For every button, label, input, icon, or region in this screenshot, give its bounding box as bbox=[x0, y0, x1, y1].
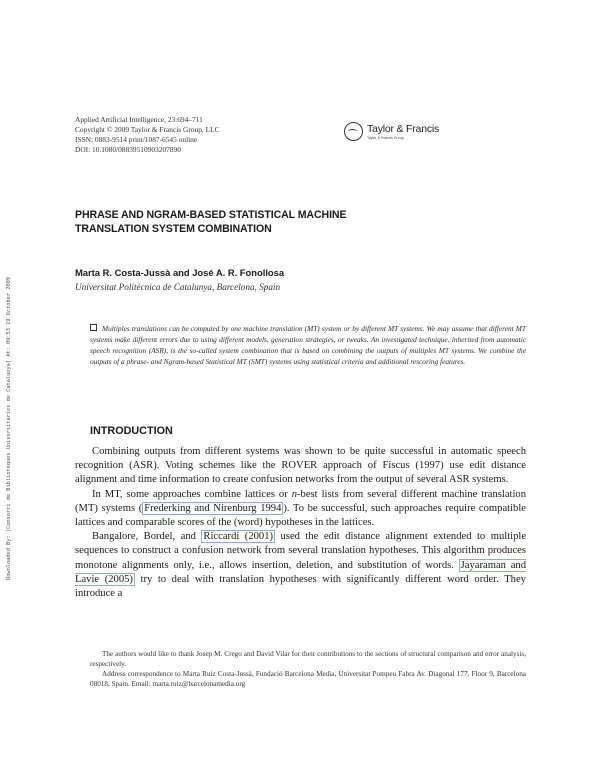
footnote-correspondence: Address correspondence to Marta Ruiz Costa-Jussà, Fundació Barcelona Media, Universitat Pompeu Fabra Av. Diagonal 177, Floor 9, Barcelona 08018, Spain. Email: marta.ruiz@barcelonamedia.org bbox=[90, 670, 526, 688]
download-stamp-text: Downloaded By: [Consorci de Biblioteques Universitaries de Catalunya] At: 09:53 19 October 2009 bbox=[6, 277, 12, 580]
paragraph-text: Bangalore, Bordel, and bbox=[92, 531, 202, 543]
title-line: PHRASE AND NGRAM-BASED STATISTICAL MACHINE bbox=[75, 209, 347, 221]
download-stamp bbox=[0, 200, 15, 580]
copyright-line: Copyright © 2009 Taylor & Francis Group, LLC bbox=[75, 125, 220, 134]
affiliation: Universitat Politècnica de Catalunya, Barcelona, Spain bbox=[75, 282, 281, 292]
abstract bbox=[90, 323, 526, 367]
publisher-sub: Taylor & Francis Group bbox=[367, 136, 404, 140]
square-bullet-icon bbox=[90, 324, 97, 331]
italic-n: n bbox=[291, 488, 298, 500]
authors: Marta R. Costa-Jussà and José A. R. Fonollosa bbox=[75, 267, 285, 278]
paragraph bbox=[75, 488, 526, 531]
section-heading: INTRODUCTION bbox=[90, 425, 173, 437]
paragraph bbox=[75, 445, 526, 488]
paragraph-text: ). To be successful, such approaches require compatible lattices and comparable scores of the (word) hypotheses in the lattices. bbox=[75, 502, 526, 529]
citation-link[interactable]: Jayaraman and Lavie (2005) bbox=[75, 559, 526, 585]
paragraph bbox=[75, 530, 526, 601]
citation-link[interactable]: Frederking and Nirenburg 1994 bbox=[144, 502, 282, 514]
footnotes bbox=[90, 649, 526, 689]
journal-meta bbox=[75, 115, 220, 155]
paragraph-text: -best lists from several different machine translation (MT) systems ( bbox=[75, 488, 526, 514]
paragraph-text: In MT, some approaches combine lattices or bbox=[92, 488, 292, 500]
paper-title bbox=[75, 209, 435, 236]
issn-line: ISSN: 0883-9514 print/1087-6545 online bbox=[75, 135, 198, 144]
paragraph-text: used the edit distance alignment extended to multiple sequences to construct a confusion network from several translation hypotheses. This algorithm produces monotone alignments only, i.e., allows insertion, deletion, and substitution of words. bbox=[75, 531, 527, 571]
footnote-acknowledgment: The authors would like to thank Josep M. Crego and David Vilar for their contributions to the sections of structural comparison and error analysis, respectively. bbox=[90, 650, 526, 668]
publisher-name: Taylor & Francis bbox=[367, 123, 440, 135]
paragraph-text: try to deal with translation hypotheses with significantly different word order. They introduce a bbox=[75, 573, 526, 600]
title-line: TRANSLATION SYSTEM COMBINATION bbox=[75, 222, 272, 235]
citation-link[interactable]: Riccardi (2001) bbox=[203, 531, 274, 543]
abstract-text: Multiples translations can be computed by one machine translation (MT) system or by different MT systems. We may assume that different MT systems make different errors due to using different models, generation strategies, or tweaks. An investigated technique, inherited from automatic speech recognition (ASR), is the so-called system combination that is based on combining the outputs of multiples MT systems. We combine the outputs of a phrase- and Ngram-based Statistical MT (SMT) systems using statistical criteria and additional rescoring features. bbox=[90, 324, 526, 366]
taylor-francis-logo-icon bbox=[344, 122, 363, 141]
publisher-logo bbox=[344, 120, 459, 146]
journal-citation: Applied Artificial Intelligence, 23:694–711 bbox=[75, 115, 203, 124]
doi-line: DOI: 10.1080/08839510903207890 bbox=[75, 145, 181, 154]
body-text bbox=[75, 445, 526, 601]
paragraph-text: Combining outputs from different systems was shown to be quite successful in automatic speech recognition (ASR). Voting schemes like the ROVER approach of Fiscus (1997) use edit distance alignment and time information to create confusion networks from the output of several ASR systems. bbox=[75, 446, 526, 486]
